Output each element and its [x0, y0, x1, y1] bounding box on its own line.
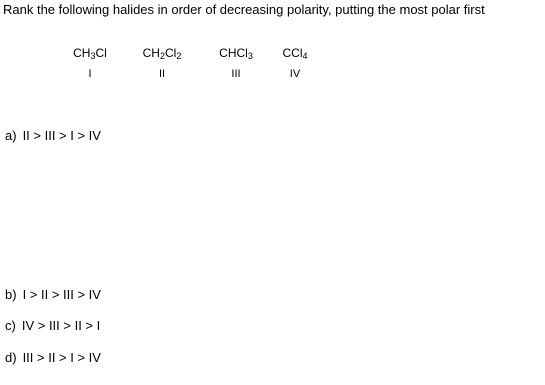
option-a[interactable] — [5, 128, 101, 143]
compound-2 — [127, 46, 197, 80]
compound-formula: CCl$_4$ — [282, 46, 308, 61]
compound-formula: $CH_3Cl$ — [73, 46, 107, 61]
compound-numeral: III — [231, 68, 241, 80]
option-text: II > III > I > IV — [22, 128, 101, 143]
compound-4 — [260, 46, 330, 80]
option-letter: b) — [5, 287, 17, 302]
compound-formula: CHCl$_3$ — [219, 46, 253, 61]
option-c[interactable] — [5, 318, 100, 333]
compound-numeral: I — [88, 68, 92, 80]
question-text: Rank the following halides in order of decreasing polarity, putting the most polar first — [3, 2, 485, 17]
compound-numeral: II — [158, 68, 166, 80]
option-text: IV > III > II > I — [21, 318, 101, 333]
compound-formula: $CH_2Cl_2$ — [142, 46, 182, 61]
option-letter: d) — [5, 350, 17, 365]
option-d[interactable] — [5, 350, 101, 365]
option-letter: c) — [5, 318, 16, 333]
option-b[interactable] — [5, 287, 101, 302]
compound-1 — [55, 46, 125, 80]
option-text: III > II > I > IV — [22, 350, 101, 365]
option-text: I > II > III > IV — [22, 287, 101, 302]
compound-numeral: IV — [289, 68, 301, 80]
option-letter: a) — [5, 128, 17, 143]
